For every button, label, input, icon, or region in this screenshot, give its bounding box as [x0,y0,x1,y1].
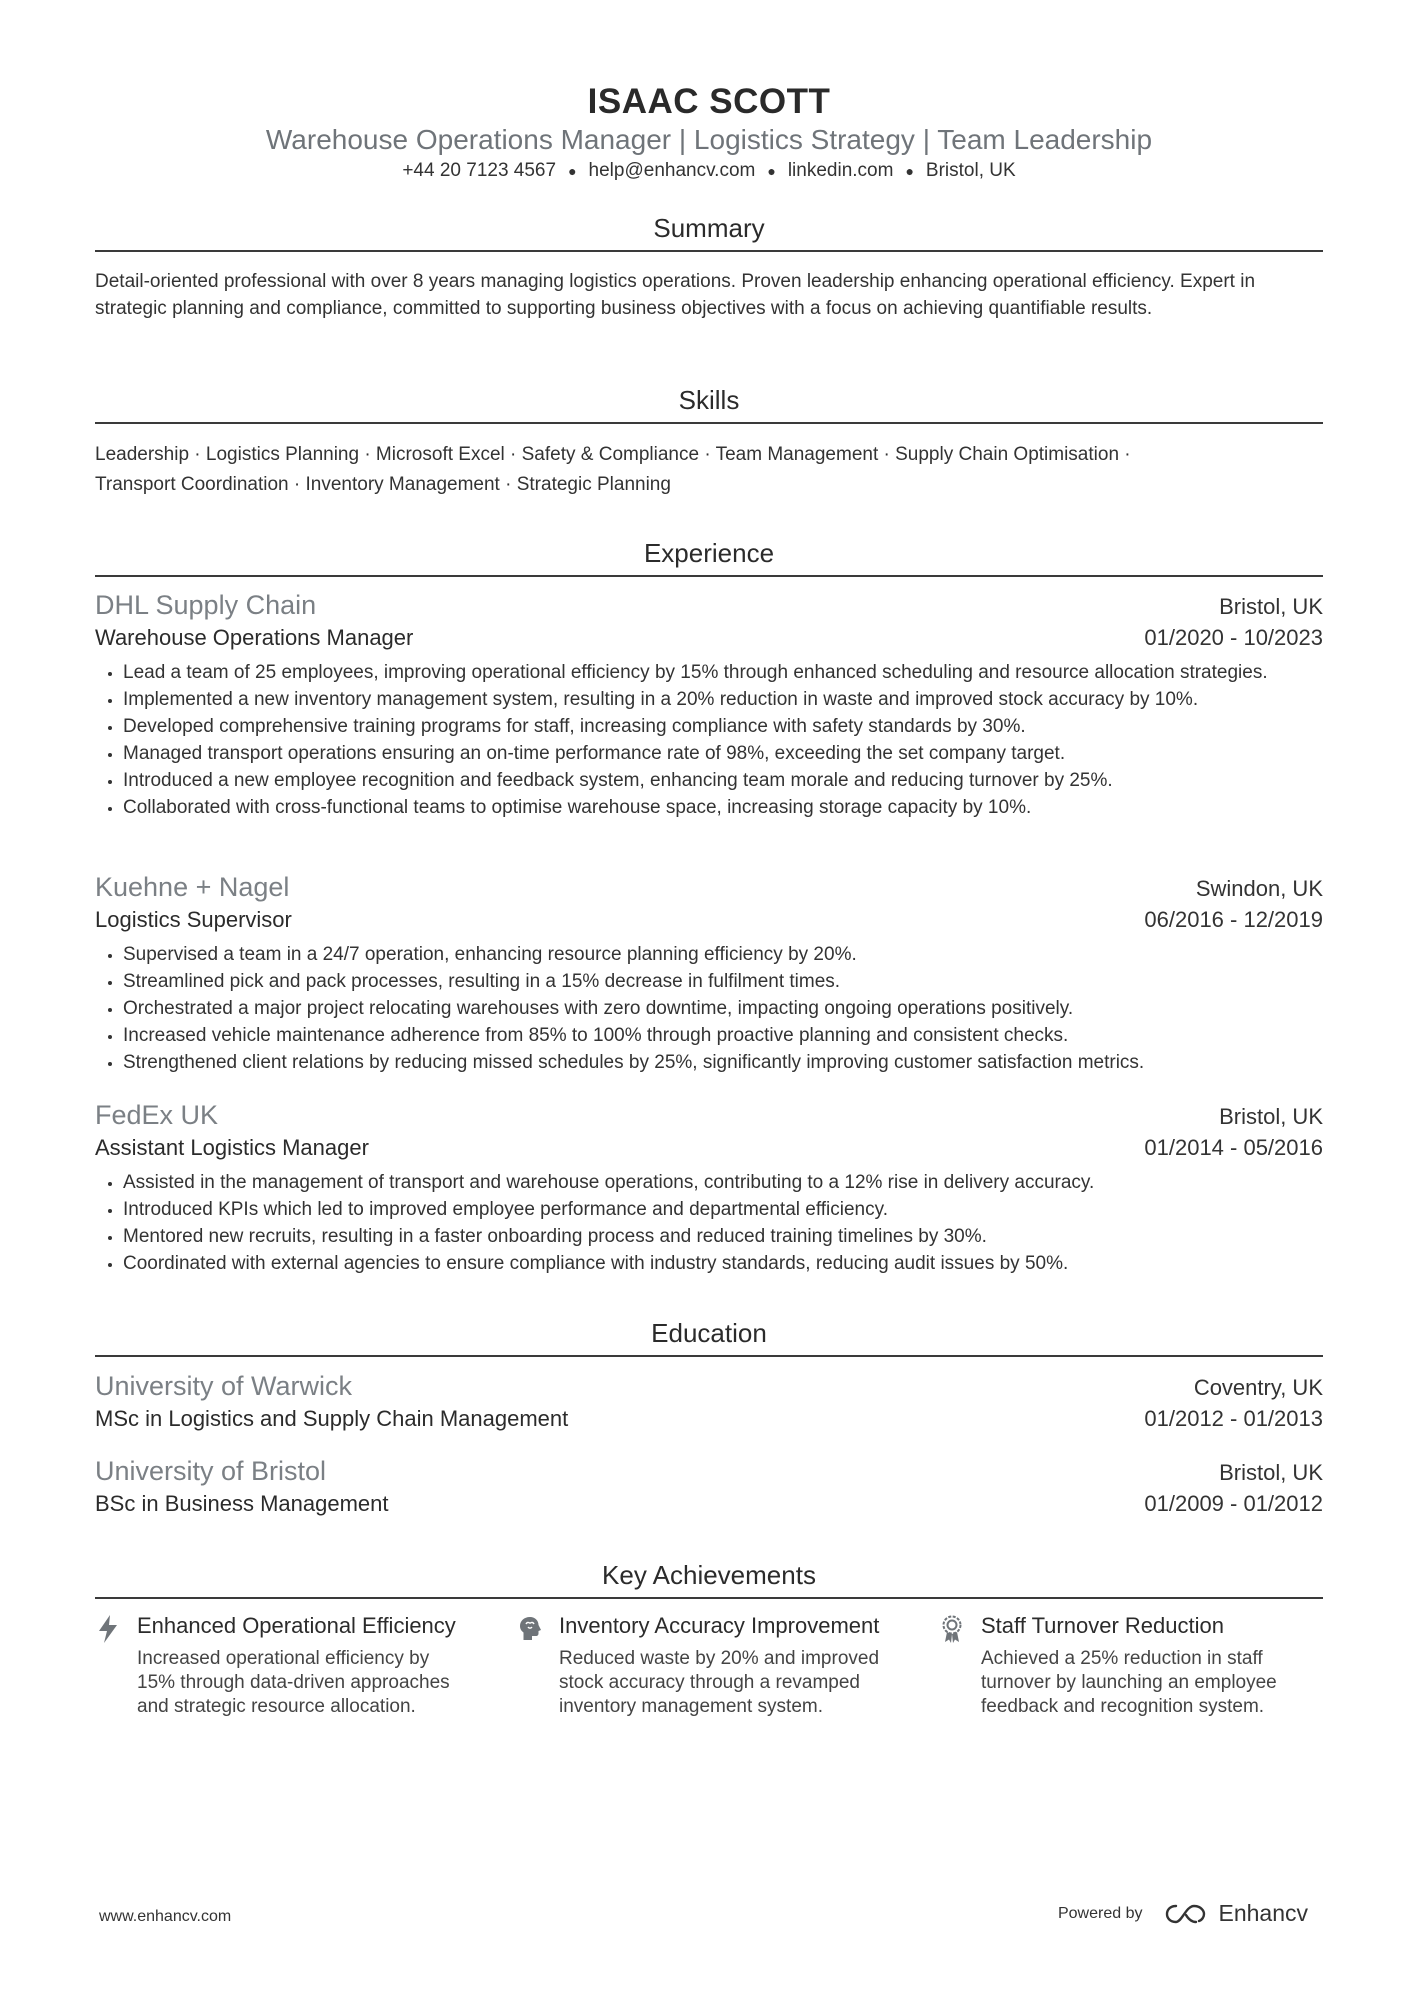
list-item: • Developed comprehensive training programs for staff, increasing compliance with safety standards by 30%. [123,713,1323,740]
list-item: • Assisted in the management of transport and warehouse operations, contributing to a 12% rise in delivery accuracy. [123,1169,1323,1196]
candidate-name: ISAAC SCOTT [587,82,831,121]
job-title: Logistics Supervisor [95,907,292,932]
brand-logo[interactable] [1164,1900,1308,1927]
job-dates: 06/2016 - 12/2019 [1144,907,1323,932]
achievement-item [939,1612,1309,1719]
list-item: • Lead a team of 25 employees, improving operational efficiency by 15% through enhanced scheduling and resource allocation strategies. [123,659,1323,686]
skills-line: Leadership · Logistics Planning · Microsoft Excel · Safety & Compliance · Team Management · Supply Chain Optimisation · [95,444,1131,465]
achievement-title: Enhanced Operational Efficiency [137,1613,456,1638]
separator-dot: ● [767,162,776,179]
list-item: • Introduced KPIs which led to improved employee performance and departmental efficiency. [123,1196,1323,1223]
summary-heading: Summary [95,213,1323,252]
location: Bristol, UK [925,160,1016,181]
linkedin-link[interactable]: linkedin.com [787,160,894,181]
job-location: Bristol, UK [1219,594,1323,619]
brain-icon [517,1614,543,1644]
list-item: • Strengthened client relations by reducing missed schedules by 25%, significantly improving customer satisfaction metrics. [123,1049,1323,1076]
education-entry [95,1456,1323,1517]
email-link[interactable]: help@enhancv.com [588,160,756,181]
company-name: Kuehne + Nagel [95,872,290,902]
job-title: Assistant Logistics Manager [95,1135,369,1160]
education-heading: Education [95,1318,1323,1357]
degree: MSc in Logistics and Supply Chain Management [95,1406,569,1431]
summary-text: Detail-oriented professional with over 8 years managing logistics operations. Proven leadership enhancing operational efficiency. Expert in strategic planning and compliance, committed to supporting business objectives with a focus on achieving quantifiable results. [95,271,1256,319]
job-bullets [95,659,1323,821]
skills-heading: Skills [95,385,1323,424]
list-item: • Streamlined pick and pack processes, resulting in a 15% decrease in fulfilment times. [123,968,1323,995]
list-item: • Introduced a new employee recognition and feedback system, enhancing team morale and reducing turnover by 25%. [123,767,1323,794]
lightning-icon [95,1614,121,1644]
resume-page [95,0,1323,1995]
education-entry [95,1371,1323,1432]
separator-dot: ● [905,162,914,179]
education-dates: 01/2012 - 01/2013 [1144,1406,1323,1431]
powered-by [1058,1900,1308,1927]
job-dates: 01/2020 - 10/2023 [1144,625,1323,650]
infinity-logo-icon [1164,1902,1210,1926]
powered-by-label: Powered by [1057,1904,1143,1922]
job-location: Bristol, UK [1219,1104,1323,1129]
list-item: • Implemented a new inventory management system, resulting in a 20% reduction in waste and improved stock accuracy by 10%. [123,686,1323,713]
list-item: • Increased vehicle maintenance adherence from 85% to 100% through proactive planning and consistent checks. [123,1022,1323,1049]
list-item: • Collaborated with cross-functional teams to optimise warehouse space, increasing storage capacity by 10%. [123,794,1323,821]
brand-name: Enhancv [1218,1900,1308,1926]
award-icon [939,1614,965,1644]
achievement-title: Staff Turnover Reduction [981,1613,1224,1638]
job-bullets [95,1169,1323,1277]
achievement-item [517,1612,887,1719]
experience-entry [95,872,1323,1076]
job-dates: 01/2014 - 05/2016 [1144,1135,1323,1160]
company-name: FedEx UK [95,1100,219,1130]
experience-heading: Experience [95,538,1323,577]
separator-dot: ● [568,162,577,179]
list-item: • Orchestrated a major project relocating warehouses with zero downtime, impacting ongoing operations positively. [123,995,1323,1022]
school-name: University of Warwick [95,1371,353,1401]
contact-line [95,160,1323,182]
experience-entry [95,1100,1323,1277]
job-location: Swindon, UK [1195,876,1323,901]
degree: BSc in Business Management [95,1491,389,1516]
achievement-desc: Achieved a 25% reduction in staff turnover by launching an employee feedback and recognition system. [981,1648,1277,1717]
school-location: Coventry, UK [1193,1375,1323,1400]
experience-entry [95,590,1323,821]
school-location: Bristol, UK [1219,1460,1323,1485]
list-item: • Coordinated with external agencies to ensure compliance with industry standards, reducing audit issues by 50%. [123,1250,1323,1277]
skills-list [95,440,1323,500]
job-bullets [95,941,1323,1076]
achievements-heading: Key Achievements [95,1560,1323,1599]
list-item: • Managed transport operations ensuring an on-time performance rate of 98%, exceeding the set company target. [123,740,1323,767]
school-name: University of Bristol [95,1456,327,1486]
achievement-desc: Reduced waste by 20% and improved stock accuracy through a revamped inventory management system. [559,1648,880,1717]
phone: +44 20 7123 4567 [402,160,557,181]
achievement-title: Inventory Accuracy Improvement [559,1613,880,1638]
candidate-headline: Warehouse Operations Manager | Logistics Strategy | Team Leadership [265,124,1153,155]
achievement-desc: Increased operational efficiency by 15% through data-driven approaches and strategic resource allocation. [137,1648,450,1717]
list-item: • Supervised a team in a 24/7 operation, enhancing resource planning efficiency by 20%. [123,941,1323,968]
website-link[interactable]: www.enhancv.com [99,1908,232,1925]
list-item: • Mentored new recruits, resulting in a faster onboarding process and reduced training timelines by 30%. [123,1223,1323,1250]
skills-line: Transport Coordination · Inventory Management · Strategic Planning [95,474,671,495]
company-name: DHL Supply Chain [95,590,317,620]
achievement-item [95,1612,465,1719]
education-dates: 01/2009 - 01/2012 [1144,1491,1323,1516]
job-title: Warehouse Operations Manager [95,625,414,650]
